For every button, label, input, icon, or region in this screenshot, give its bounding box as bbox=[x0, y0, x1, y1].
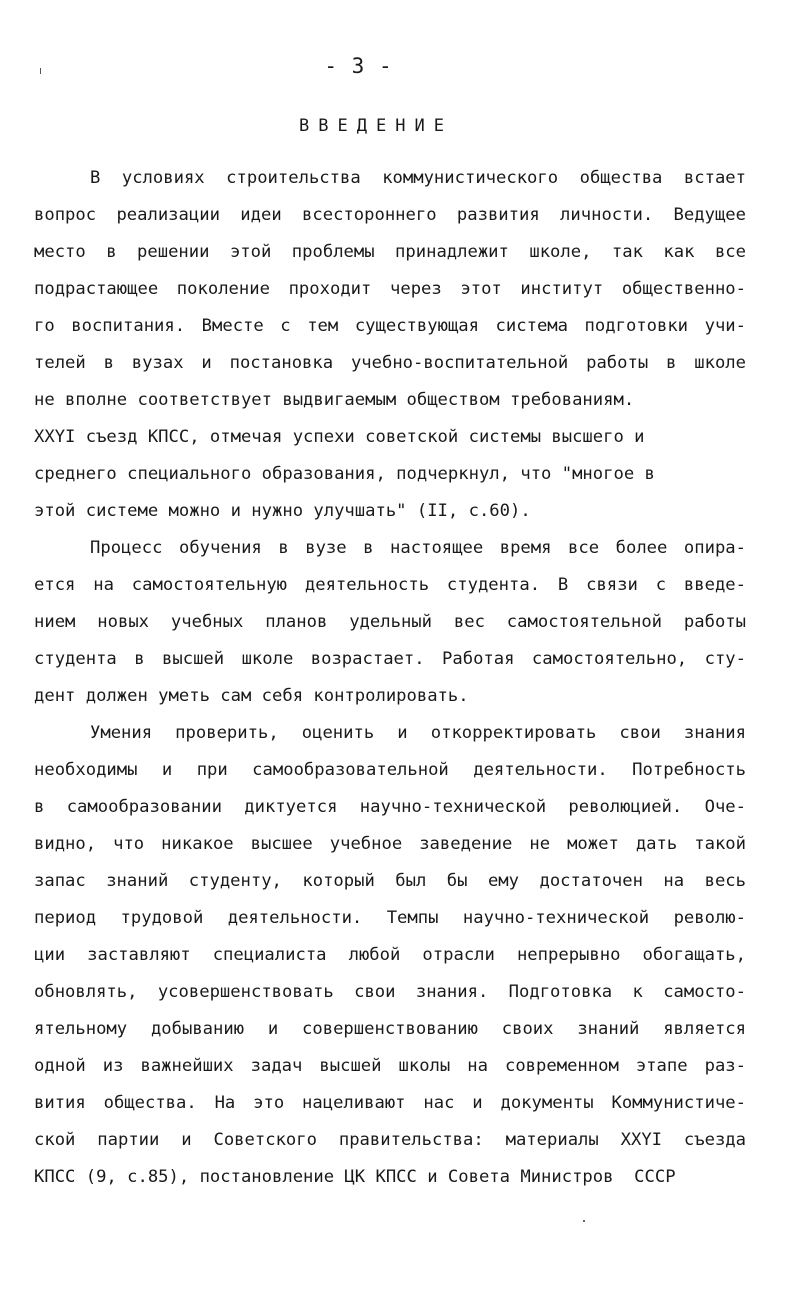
text-line: видно, что никакое высшее учебное заведение не может дать такой bbox=[34, 834, 746, 854]
text-line: период трудовой деятельности. Темпы научно-технической револю- bbox=[34, 908, 746, 928]
text-line: ется на самостоятельную деятельность студента. В связи с введе- bbox=[34, 575, 746, 595]
text-line: запас знаний студенту, который был бы ему достаточен на весь bbox=[34, 871, 746, 891]
text-line: дент должен уметь сам себя контролировать. bbox=[34, 686, 469, 706]
text-line: подрастающее поколение проходит через этот институт общественно- bbox=[34, 279, 746, 299]
text-line: Умения проверить, оценить и откорректировать свои знания bbox=[90, 723, 746, 743]
text-line: не вполне соответствует выдвигаемым обществом требованиям. bbox=[34, 390, 635, 410]
text-line: XXYI съезд КПСС, отмечая успехи советской системы высшего и bbox=[34, 427, 645, 447]
text-line: место в решении этой проблемы принадлежит школе, так как все bbox=[34, 242, 746, 262]
text-line: го воспитания. Вместе с тем существующая система подготовки учи- bbox=[34, 316, 746, 336]
section-heading: ВВЕДЕНИЕ bbox=[299, 116, 453, 136]
text-line: ской партии и Советского правительства: материалы XXYI съезда bbox=[34, 1130, 746, 1150]
text-line: телей в вузах и постановка учебно-воспитательной работы в школе bbox=[34, 353, 746, 373]
text-line: обновлять, усовершенствовать свои знания. Подготовка к самосто- bbox=[34, 982, 746, 1002]
text-line: ятельному добыванию и совершенствованию своих знаний является bbox=[34, 1019, 746, 1039]
text-line: одной из важнейших задач высшей школы на современном этапе раз- bbox=[34, 1056, 746, 1076]
text-line: Процесс обучения в вузе в настоящее время все более опира- bbox=[90, 538, 746, 558]
text-line: КПСС (9, с.85), постановление ЦК КПСС и Совета Министров СССР bbox=[34, 1167, 676, 1187]
text-line: В условиях строительства коммунистического общества встает bbox=[90, 168, 746, 188]
text-line: нием новых учебных планов удельный вес самостоятельной работы bbox=[34, 612, 746, 632]
page-number: - 3 - bbox=[324, 54, 393, 78]
text-line: этой системе можно и нужно улучшать" (II, с.60). bbox=[34, 501, 531, 521]
text-line: вопрос реализации идеи всестороннего развития личности. Ведущее bbox=[34, 205, 746, 225]
text-line: среднего специального образования, подчеркнул, что "многое в bbox=[34, 464, 655, 484]
text-line: в самообразовании диктуется научно-технической революцией. Оче- bbox=[34, 797, 746, 817]
text-line: ции заставляют специалиста любой отрасли непрерывно обогащать, bbox=[34, 945, 746, 965]
text-line: необходимы и при самообразовательной деятельности. Потребность bbox=[34, 760, 746, 780]
text-line: вития общества. На это нацеливают нас и документы Коммунистиче- bbox=[34, 1093, 746, 1113]
text-line: студента в высшей школе возрастает. Работая самостоятельно, сту- bbox=[34, 649, 746, 669]
scan-mark bbox=[583, 1220, 585, 1222]
